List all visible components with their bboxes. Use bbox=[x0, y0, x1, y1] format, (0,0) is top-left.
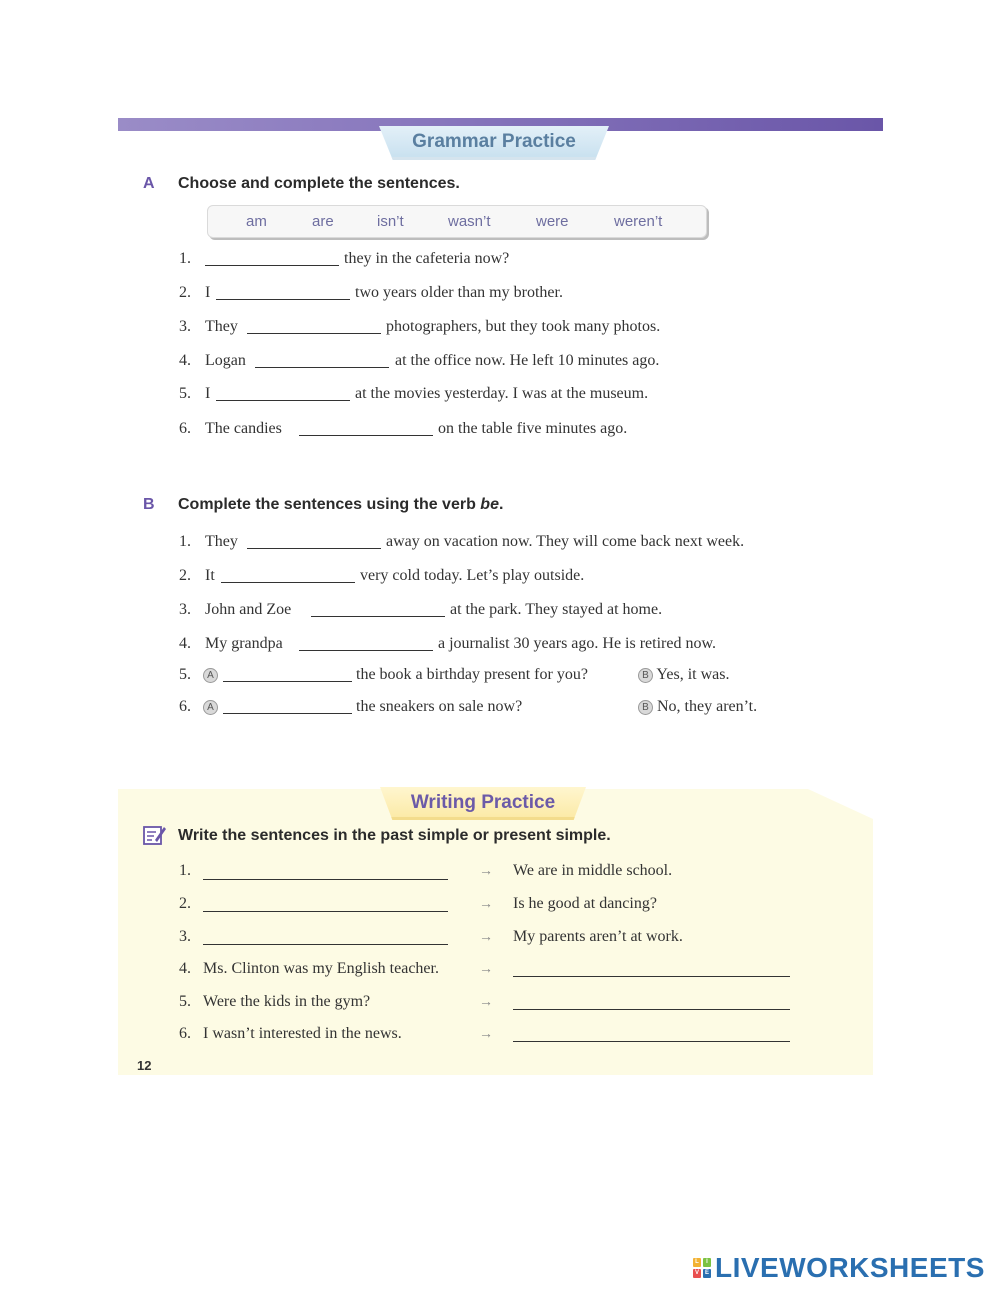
logo-cell: L bbox=[693, 1258, 701, 1267]
word-bank-item: are bbox=[312, 213, 334, 230]
item-number: 3. bbox=[179, 928, 191, 945]
sentence-text: Ms. Clinton was my English teacher. bbox=[203, 960, 439, 977]
grammar-practice-banner bbox=[379, 126, 609, 160]
speaker-a-marker: A bbox=[203, 698, 218, 716]
word-bank-item: weren’t bbox=[614, 213, 663, 230]
writing-banner-label: Writing Practice bbox=[410, 792, 556, 813]
sentence-text: Logan bbox=[205, 352, 246, 369]
section-b-letter: B bbox=[143, 496, 155, 513]
item-number: 4. bbox=[179, 960, 191, 977]
sentence-text: at the office now. He left 10 minutes ago. bbox=[395, 352, 660, 369]
answer-blank[interactable] bbox=[216, 400, 350, 401]
logo-cell: V bbox=[694, 1270, 699, 1276]
sentence-text: a journalist 30 years ago. He is retired now. bbox=[438, 635, 716, 652]
item-number: 4. bbox=[179, 352, 191, 369]
arrow-icon: → bbox=[479, 930, 493, 945]
answer-blank[interactable] bbox=[311, 616, 445, 617]
item-number: 3. bbox=[179, 318, 191, 335]
item-number: 2. bbox=[179, 284, 191, 301]
sentence-text: John and Zoe bbox=[205, 601, 292, 618]
sentence-text: they in the cafeteria now? bbox=[344, 250, 510, 267]
word-bank-item: am bbox=[246, 213, 267, 230]
section-a-letter: A bbox=[143, 175, 155, 192]
writing-instruction: Write the sentences in the past simple or present simple. bbox=[178, 827, 611, 844]
item-number: 6. bbox=[179, 420, 191, 437]
answer-blank[interactable] bbox=[221, 582, 355, 583]
item-number: 6. bbox=[179, 698, 191, 715]
sentence-text: My grandpa bbox=[205, 635, 283, 652]
word-bank bbox=[207, 205, 707, 238]
page-number: 12 bbox=[137, 1058, 152, 1073]
arrow-icon: → bbox=[479, 962, 493, 977]
speaker-b-answer: B Yes, it was. bbox=[638, 666, 729, 684]
sentence-text: very cold today. Let’s play outside. bbox=[360, 567, 585, 584]
answer-blank[interactable] bbox=[216, 299, 350, 300]
logo-cell: I bbox=[703, 1258, 711, 1267]
item-number: 3. bbox=[179, 601, 191, 618]
answer-blank[interactable] bbox=[299, 435, 433, 436]
sentence-text: My parents aren’t at work. bbox=[513, 928, 683, 945]
pencil-icon bbox=[143, 824, 167, 851]
sentence-text: I bbox=[205, 385, 211, 402]
arrow-icon: → bbox=[479, 995, 493, 1010]
item-number: 5. bbox=[179, 385, 191, 402]
item-number: 5. bbox=[179, 993, 191, 1010]
answer-blank[interactable] bbox=[513, 1041, 790, 1042]
answer-blank[interactable] bbox=[203, 911, 448, 912]
arrow-icon: → bbox=[479, 864, 493, 879]
answer-blank[interactable] bbox=[513, 976, 790, 977]
sentence-text: the book a birthday present for you? bbox=[356, 666, 588, 683]
grammar-banner-label: Grammar Practice bbox=[412, 131, 576, 152]
answer-blank[interactable] bbox=[299, 650, 433, 651]
liveworksheets-brand bbox=[693, 1252, 985, 1284]
brand-text: LIVEWORKSHEETS bbox=[715, 1252, 985, 1283]
speaker-a-marker: A bbox=[203, 666, 218, 684]
sentence-text: It bbox=[205, 567, 215, 584]
answer-blank[interactable] bbox=[223, 713, 352, 714]
item-number: 1. bbox=[179, 862, 191, 879]
sentence-text: Is he good at dancing? bbox=[513, 895, 657, 912]
answer-blank[interactable] bbox=[203, 879, 448, 880]
answer-blank[interactable] bbox=[203, 944, 448, 945]
answer-blank[interactable] bbox=[247, 333, 381, 334]
section-b-title: Complete the sentences using the verb be. bbox=[178, 496, 504, 513]
word-bank-item: wasn’t bbox=[448, 213, 491, 230]
item-number: 2. bbox=[179, 567, 191, 584]
speaker-b-answer: B No, they aren’t. bbox=[638, 698, 757, 716]
answer-blank[interactable] bbox=[513, 1009, 790, 1010]
item-number: 2. bbox=[179, 895, 191, 912]
section-a-title: Choose and complete the sentences. bbox=[178, 175, 460, 192]
answer-blank[interactable] bbox=[255, 367, 389, 368]
liveworksheets-logo-icon bbox=[693, 1258, 711, 1278]
sentence-text: on the table five minutes ago. bbox=[438, 420, 628, 437]
sentence-text: photographers, but they took many photos. bbox=[386, 318, 661, 335]
sentence-text: The candies bbox=[205, 420, 282, 437]
sentence-text: They bbox=[205, 318, 238, 335]
item-number: 1. bbox=[179, 250, 191, 267]
writing-practice-banner bbox=[380, 787, 586, 820]
sentence-text: Were the kids in the gym? bbox=[203, 993, 371, 1010]
sentence-text: two years older than my brother. bbox=[355, 284, 563, 301]
item-number: 5. bbox=[179, 666, 191, 683]
arrow-icon: → bbox=[479, 897, 493, 912]
sentence-text: the sneakers on sale now? bbox=[356, 698, 523, 715]
arrow-icon: → bbox=[479, 1027, 493, 1042]
sentence-text: We are in middle school. bbox=[513, 862, 673, 879]
sentence-text: at the park. They stayed at home. bbox=[450, 601, 663, 618]
sentence-text: at the movies yesterday. I was at the museum. bbox=[355, 385, 649, 402]
answer-blank[interactable] bbox=[247, 548, 381, 549]
logo-cell: E bbox=[704, 1270, 709, 1276]
item-number: 4. bbox=[179, 635, 191, 652]
word-bank-item: were bbox=[536, 213, 569, 230]
answer-blank[interactable] bbox=[205, 265, 339, 266]
sentence-text: I bbox=[205, 284, 211, 301]
item-number: 6. bbox=[179, 1025, 191, 1042]
sentence-text: I wasn’t interested in the news. bbox=[203, 1025, 402, 1042]
word-bank-item: isn’t bbox=[377, 213, 404, 230]
answer-blank[interactable] bbox=[223, 681, 352, 682]
item-number: 1. bbox=[179, 533, 191, 550]
sentence-text: away on vacation now. They will come back next week. bbox=[386, 533, 745, 550]
sentence-text: They bbox=[205, 533, 238, 550]
